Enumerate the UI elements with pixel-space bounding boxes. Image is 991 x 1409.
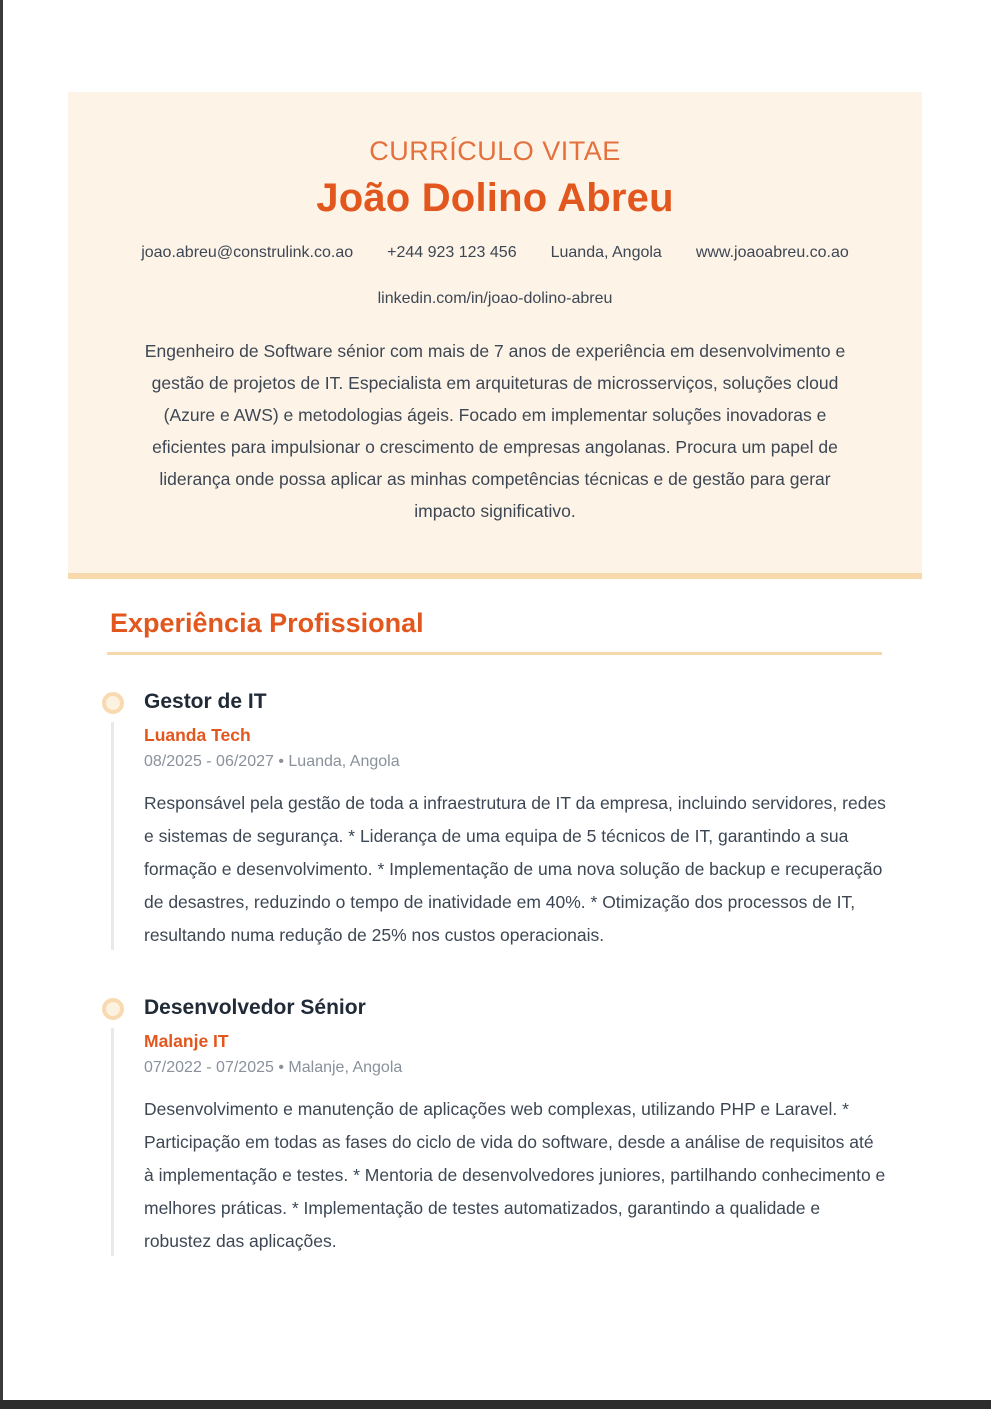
cv-header [68, 92, 922, 579]
company-name: Luanda Tech [144, 725, 251, 745]
professional-summary: Engenheiro de Software sénior com mais de 7 anos de experiência em desenvolvimento e gestão de projetos de IT. Especialista em arquiteturas de microsserviços, soluções cloud (Azure e AWS) e metodologias ágeis. Focado em implementar soluções inovadoras e eficientes para impulsionar o crescimento de empresas angolanas. Procura um papel de liderança onde possa aplicar as minhas competências técnicas e de gestão para gerar impacto significativo. [144, 341, 846, 521]
contact-row [130, 244, 860, 262]
contact-phone: +244 923 123 456 [387, 244, 517, 261]
window-left-border [0, 0, 3, 1409]
experience-entry [102, 996, 892, 1258]
job-dates: 07/2022 - 07/2025 [144, 1059, 274, 1076]
company-name: Malanje IT [144, 1031, 229, 1051]
timeline-line [111, 1028, 114, 1256]
experience-entry [102, 690, 892, 952]
window-bottom-bar [0, 1400, 991, 1409]
job-dates-location [144, 1059, 892, 1077]
job-title: Desenvolvedor Sénior [144, 996, 366, 1019]
contact-location: Luanda, Angola [550, 244, 662, 261]
contact-email: joao.abreu@construlink.co.ao [141, 244, 354, 261]
contact-linkedin: linkedin.com/in/joao-dolino-abreu [377, 290, 613, 307]
job-location: Malanje, Angola [288, 1059, 403, 1076]
job-dates: 08/2025 - 06/2027 [144, 753, 274, 770]
meta-separator: • [278, 1059, 284, 1076]
timeline-dot [102, 998, 124, 1020]
timeline-line [111, 722, 114, 950]
job-description: Desenvolvimento e manutenção de aplicações web complexas, utilizando PHP e Laravel. * Participação em todas as fases do ciclo de vida do software, desde a análise de requisitos até à implementação e testes. * Mentoria de desenvolvedores juniores, partilhando conhecimento e melhores práticas. * Implementação de testes automatizados, garantindo a qualidade e robustez das aplicações. [144, 1099, 886, 1251]
job-dates-location [144, 753, 892, 771]
document-type-label: CURRÍCULO VITAE [369, 136, 621, 166]
person-name: João Dolino Abreu [316, 176, 674, 220]
meta-separator: • [278, 753, 284, 770]
job-description: Responsável pela gestão de toda a infraestrutura de IT da empresa, incluindo servidores, redes e sistemas de segurança. * Liderança de uma equipa de 5 técnicos de IT, garantindo a sua formação e desenvolvimento. * Implementação de uma nova solução de backup e recuperação de desastres, reduzindo o tempo de inatividade em 40%. * Otimização dos processos de IT, resultando numa redução de 25% nos custos operacionais. [144, 793, 886, 945]
job-title: Gestor de IT [144, 690, 267, 713]
experience-section-header [107, 608, 882, 655]
experience-section-title: Experiência Profissional [110, 608, 424, 638]
experience-timeline [102, 690, 892, 1258]
timeline-dot [102, 692, 124, 714]
contact-website: www.joaoabreu.co.ao [695, 244, 849, 261]
job-location: Luanda, Angola [288, 753, 400, 770]
